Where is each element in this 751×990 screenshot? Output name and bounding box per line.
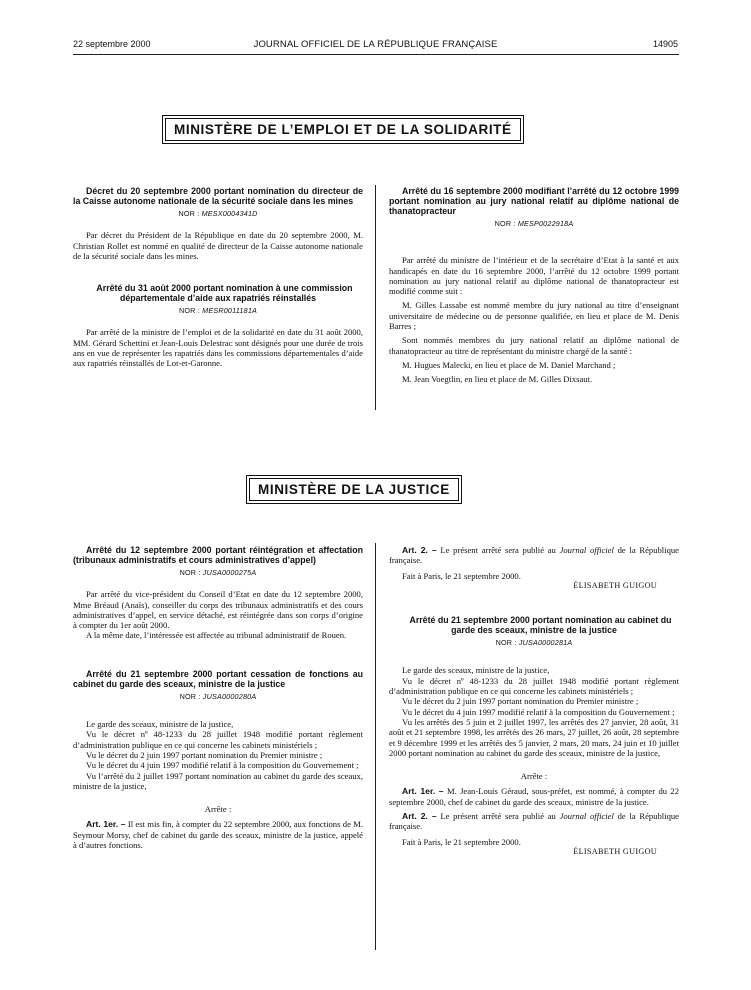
arrete-aout-nor: NOR : MESR0011181A (178, 306, 258, 316)
nomination-fait: Fait à Paris, le 21 septembre 2000. (402, 836, 521, 847)
thanato-p3: Sont nommés membres du jury national relatif au diplôme national de thanatopracteur au titre de représentant du ministre chargé de la santé : (389, 335, 679, 356)
column-divider-justice (375, 543, 376, 950)
ministry-emploi-title: MINISTÈRE DE L’EMPLOI ET DE LA SOLIDARITÉ (165, 118, 521, 141)
justice-left-column (73, 545, 363, 850)
nomination-art2: Art. 2. – Le présent arrêté sera publié au Journal officiel de la République française. (389, 811, 679, 832)
header-journal-title: JOURNAL OFFICIEL DE LA RÉPUBLIQUE FRANÇAISE (253, 39, 498, 50)
thanato-nor: NOR : MESP0022918A (494, 219, 574, 228)
header-rule (73, 54, 679, 55)
ministry-justice-banner (246, 475, 462, 504)
decret-nor: NOR : MESX0004341D (178, 209, 258, 218)
nomination-title: Arrêté du 21 septembre 2000 portant nomination au cabinet du garde des sceaux, ministre de la justice (409, 615, 672, 636)
header-page-number: 14905 (652, 39, 678, 49)
nomination-p4: Vu le décret du 4 juin 1997 modifié relatif à la composition du Gouvernement ; (402, 706, 675, 717)
ministry-emploi-banner (162, 115, 524, 144)
nomination-signature: ÉLISABETH GUIGOU (573, 846, 657, 856)
cessation-art1: Art. 1er. – Il est mis fin, à compter du 22 septembre 2000, aux fonctions de M. Seymour Morsy, chef de cabinet du garde des sceaux, ministre de la justice, appelé à d’autres fonctions. (73, 819, 363, 851)
cessation-p3: Vu le décret du 2 juin 1997 portant nomination du Premier ministre ; (86, 749, 323, 760)
emploi-left-column (73, 186, 363, 369)
cessation-art2: Art. 2. – Le présent arrêté sera publié au Journal officiel de la République française. (389, 545, 679, 566)
cessation-p4: Vu le décret du 4 juin 1997 modifié relatif à la composition du Gouvernement ; (86, 760, 359, 771)
cessation-fait: Fait à Paris, le 21 septembre 2000. (402, 570, 521, 581)
arrete-aout-body: Par arrêté de la ministre de l’emploi et de la solidarité en date du 31 août 2000, MM. Gérard Schettini et Jean-Louis Delestrac sont désignés pour une durée de trois ans en vue de représenter les rapatriés dans les commissions départementales d’aide aux rapatriés réinstallés de Lot-et-Garonne. (73, 327, 363, 369)
nomination-p2: Vu le décret nº 48-1233 du 28 juillet 1948 modifié portant règlement d’administration publique en ce qui concerne les cabinets ministériels ; (389, 675, 679, 697)
nomination-p5: Vu les arrêtés des 5 juin et 2 juillet 1997, les arrêtés des 27 janvier, 28 août, 31 août et 21 septembre 1998, les arrêtés des 26 mars, 27 juillet, 26 août, 28 septembre et 9 décembre 1999 et les arrêtés des 5 janvier, 2 mars, 20 mars, 24 juin et 10 juillet 2000 portant nomination au cabinet du garde des sceaux, ministre de la justice, (389, 716, 679, 758)
thanato-p5: M. Jean Voegtlin, en lieu et place de M. Gilles Dixsaut. (402, 374, 593, 385)
emploi-right-column (389, 186, 679, 385)
cessation-p1: Le garde des sceaux, ministre de la justice, (86, 719, 234, 730)
nomination-arrete: Arrête : (520, 771, 548, 782)
cessation-arrete: Arrête : (204, 804, 232, 815)
thanato-p2: M. Gilles Lassabe est nommé membre du jury national au titre d’enseignant universitaire de médecine ou de personne qualifiée, en lieu et place de M. Denis Barres ; (389, 300, 679, 332)
cessation-title: Arrêté du 21 septembre 2000 portant cessation de fonctions au cabinet du garde des sceaux, ministre de la justice (73, 668, 363, 689)
cessation-p5: Vu l’arrêté du 2 juillet 1997 portant nomination au cabinet du garde des sceaux, ministre de la justice, (73, 770, 363, 791)
cessation-p2: Vu le décret nº 48-1233 du 28 juillet 1948 modifié portant règlement d’administration publique en ce qui concerne les cabinets ministériels ; (73, 729, 363, 750)
justice-right-column (389, 545, 679, 857)
cessation-signature: ÉLISABETH GUIGOU (573, 580, 657, 590)
reintegration-title: Arrêté du 12 septembre 2000 portant réintégration et affectation (tribunaux administratifs et cours administratives d’appel) (73, 545, 363, 565)
thanato-p4: M. Hugues Malecki, en lieu et place de M. Daniel Marchand ; (402, 359, 616, 370)
arrete-aout-title: Arrêté du 31 août 2000 portant nomination à une commission départementale d’aide aux rapatriés réinstallés (96, 283, 353, 304)
thanato-title: Arrêté du 16 septembre 2000 modifiant l’arrêté du 12 octobre 1999 portant nomination au jury national relatif au diplôme national de thanatopracteur (389, 186, 679, 216)
column-divider (375, 185, 376, 410)
decret-body: Par décret du Président de la République en date du 20 septembre 2000, M. Christian Rollet est nommé en qualité de directeur de la Caisse autonome nationale de la sécurité sociale dans les mines. (73, 230, 363, 261)
header-date: 22 septembre 2000 (73, 39, 151, 49)
decret-title: Décret du 20 septembre 2000 portant nomination du directeur de la Caisse autonome nationale de la sécurité sociale dans les mines (73, 186, 363, 206)
nomination-p3: Vu le décret du 2 juin 1997 portant nomination du Premier ministre ; (402, 696, 639, 707)
reintegration-p1: Par arrêté du vice-président du Conseil d’Etat en date du 12 septembre 2000, Mme Bréaud (Anaïs), conseiller du corps des tribunaux administratifs et des cours administratives d’appel, en service détaché, est réintégrée dans son corps d’origine à compter du 1er août 2000. (73, 589, 363, 631)
nomination-art1: Art. 1er. – M. Jean-Louis Géraud, sous-préfet, est nommé, à compter du 22 septembre 2000, chef de cabinet du garde des sceaux, ministre de la justice. (389, 786, 679, 807)
reintegration-nor: NOR : JUSA0000275A (179, 568, 257, 577)
nomination-p1: Le garde des sceaux, ministre de la justice, (402, 665, 550, 676)
cessation-nor: NOR : JUSA0000280A (179, 691, 257, 701)
nomination-nor: NOR : JUSA0000281A (495, 638, 573, 648)
reintegration-p2: A la même date, l’intéressée est affectée au tribunal administratif de Rouen. (86, 630, 347, 641)
ministry-justice-title: MINISTÈRE DE LA JUSTICE (249, 478, 459, 501)
thanato-p1: Par arrêté du ministre de l’intérieur et de la secrétaire d’Etat à la santé et aux handicapés en date du 16 septembre 2000, l’arrêté du 12 octobre 1999 portant nomination au jury national relatif au diplôme national de thanatopracteur est modifié comme suit : (389, 255, 679, 297)
